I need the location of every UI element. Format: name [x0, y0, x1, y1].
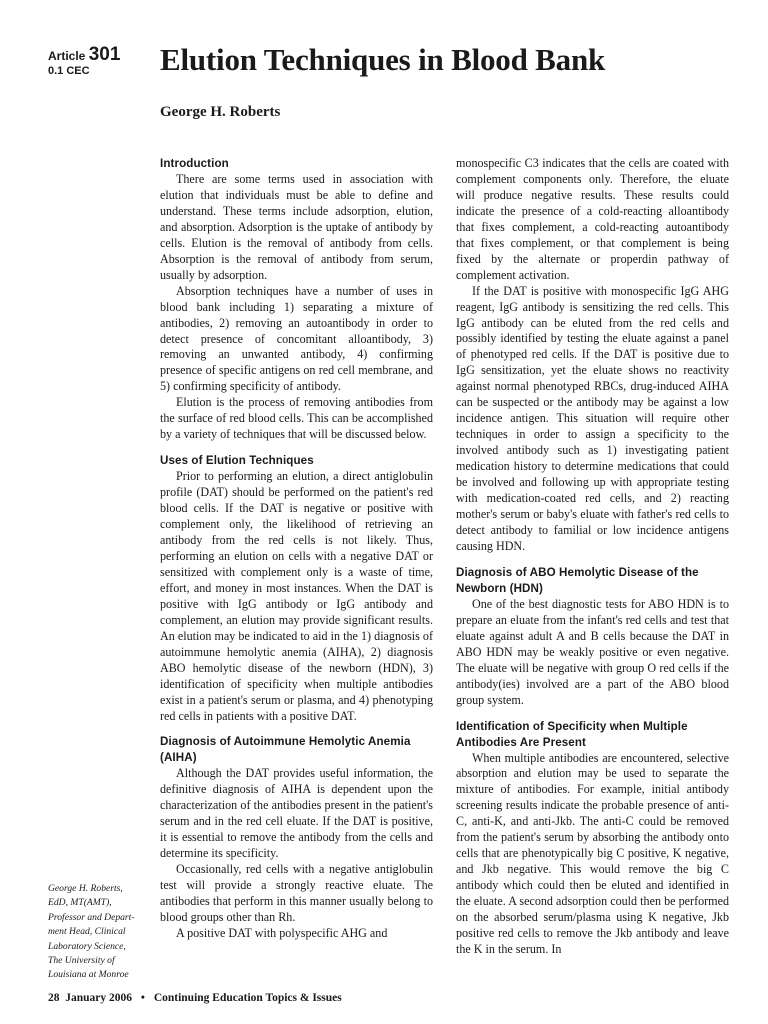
paragraph: If the DAT is positive with monospecific IgG AHG reagent, IgG antibody is sensitizing the red cells. This IgG antibody can be eluted from the red cells and possibly identified by testing the eluate against a panel of phenotyped red cells. If the DAT is positive due to IgG sensitization, yet the eluate shows no reactivity against normal phenotyped RBCs, drug-induced AIHA can be suspected or the antibody may be against a low incidence antigen. This situation will require other techniques in order to assign a specificity to the involved antibody such as 1) investigating patient medication history to determine medications that could be involved and following up with appropriate testing with medication-coated red cells, and 2) reacting mother's serum or baby's eluate with father's red cells to detect antibody to familial or low incidence antigens causing HDN.	[456, 283, 729, 553]
bio-line: ment Head, Clinical	[48, 926, 126, 938]
paragraph: A positive DAT with polyspecific AHG and	[176, 925, 388, 940]
paragraph: Absorption techniques have a number of uses in blood bank including 1) separating a mixture of antibodies, 2) removing an autoantibody in order to detect presence of concomitant alloantibody, 3) removing an unwanted antibody, 4) confirming presence of specific antigens on red cell membrane, and 5) confirming specificity of antibody.	[160, 283, 433, 394]
paragraph: One of the best diagnostic tests for ABO HDN is to prepare an eluate from the infant's red cells and test that eluate against adult A and B cells because the DAT in ABO HDN may be weakly positive or even negative. The eluate will be negative with group O red cells if the antibody(ies) involved are a part of the ABO blood group system.	[456, 596, 729, 707]
bio-line: Laboratory Science,	[48, 940, 126, 952]
section-heading-aiha: Diagnosis of Autoimmune Hemolytic Anemia (AIHA)	[160, 735, 411, 765]
paragraph: There are some terms used in association with elution that individuals must be able to define and understand. These terms include adsorption, elution, and absorption. Adsorption is the uptake of antibody by cells. Elution is the removal of antibody from cells. Absorption is the removal of antibody from serum, usually by adsorption.	[160, 172, 433, 282]
article-label: Article	[48, 49, 86, 63]
right-column	[456, 156, 729, 958]
issue-date: January 2006	[65, 992, 133, 1004]
section-heading-specificity: Identification of Specificity when Multiple Antibodies Are Present	[456, 719, 688, 749]
article-number: 301	[88, 44, 121, 65]
paragraph: Occasionally, red cells with a negative antiglobulin test will provide a strongly reactive eluate. The antibodies that perform in this manner usually belong to blood groups other than Rh.	[160, 862, 433, 925]
bio-line: Professor and Depart-	[48, 911, 135, 923]
journal-name: Continuing Education Topics & Issues	[153, 992, 342, 1004]
page-title: Elution Techniques in Blood Bank	[160, 42, 606, 77]
paragraph: Elution is the process of removing antibodies from the surface of red blood cells. This can be accomplished by a variety of techniques that will be discussed below.	[160, 395, 433, 442]
author-bio	[48, 882, 148, 983]
paragraph: When multiple antibodies are encountered, selective absorption and elution may be used to separate the mixture of antibodies. For example, initial antibody screening results indicate the probable presence of anti-C, anti-K, and anti-Jkb. The anti-C could be removed from the patient's serum by absorbing the antibody onto cells that are phenotypically big C positive, K negative, and Jkb negative. This would remove the big C antibody which could then be eluted and identified in the eluate. A second adsorption could then be performed on the absorbed serum/plasma using K negative, Jkb positive red cells to remove the Jkb antibody and leave the K in the serum. In	[456, 750, 729, 956]
section-heading-uses: Uses of Elution Techniques	[160, 454, 314, 468]
bio-line: Louisiana at Monroe	[48, 969, 129, 981]
paragraph: monospecific C3 indicates that the cells are coated with complement components only. Therefore, the eluate will produce negative results. These results could indicate the presence of a cold-reacting alloantibody that fixes complement, a cold-reacting autoantibody that fixes complement, or that complement is being fixed by the alternate or properdin pathway of complement activation.	[456, 156, 729, 282]
paragraph: Although the DAT provides useful information, the definitive diagnosis of AIHA is dependent upon the characterization of the antibodies present in the patient's serum and in the red cell eluate. If the DAT is positive, it is essential to remove the antibody from the cells and determine its specificity.	[160, 766, 433, 861]
section-heading-abo-hdn: Diagnosis of ABO Hemolytic Disease of the Newborn (HDN)	[456, 565, 699, 595]
footer-bullet: •	[140, 992, 145, 1004]
page-number: 28	[48, 992, 60, 1004]
section-heading-introduction: Introduction	[160, 157, 229, 170]
bio-line: The University of	[48, 955, 115, 967]
left-column	[160, 156, 433, 942]
cec-credit: 0.1 CEC	[48, 65, 90, 77]
paragraph: Prior to performing an elution, a direct antiglobulin profile (DAT) should be performed on the patient's red blood cells. If the DAT is negative or positive with complement only, the likelihood of retrieving an antibody from the red cells is not likely. Thus, performing an elution on cells with a negative DAT or sensitized with complement only is a waste of time, effort, and money in most instances. When the DAT is positive with IgG antibody or IgG antibody and complement, an elution may provide significant results. An elution may be indicated to aid in the 1) diagnosis of autoimmune hemolytic anemia (AIHA), 2) diagnosis ABO hemolytic disease of the newborn (HDN), 3) identification of specificity when multiple antibodies exist in a patient's serum or plasma, and 4) phenotyping red cells in patients with a positive DAT.	[160, 469, 433, 723]
author-name: George H. Roberts	[160, 104, 281, 120]
article-tag	[48, 44, 121, 78]
page-footer	[48, 990, 342, 1006]
bio-line: EdD, MT(AMT),	[48, 897, 112, 909]
bio-line: George H. Roberts,	[48, 883, 123, 894]
